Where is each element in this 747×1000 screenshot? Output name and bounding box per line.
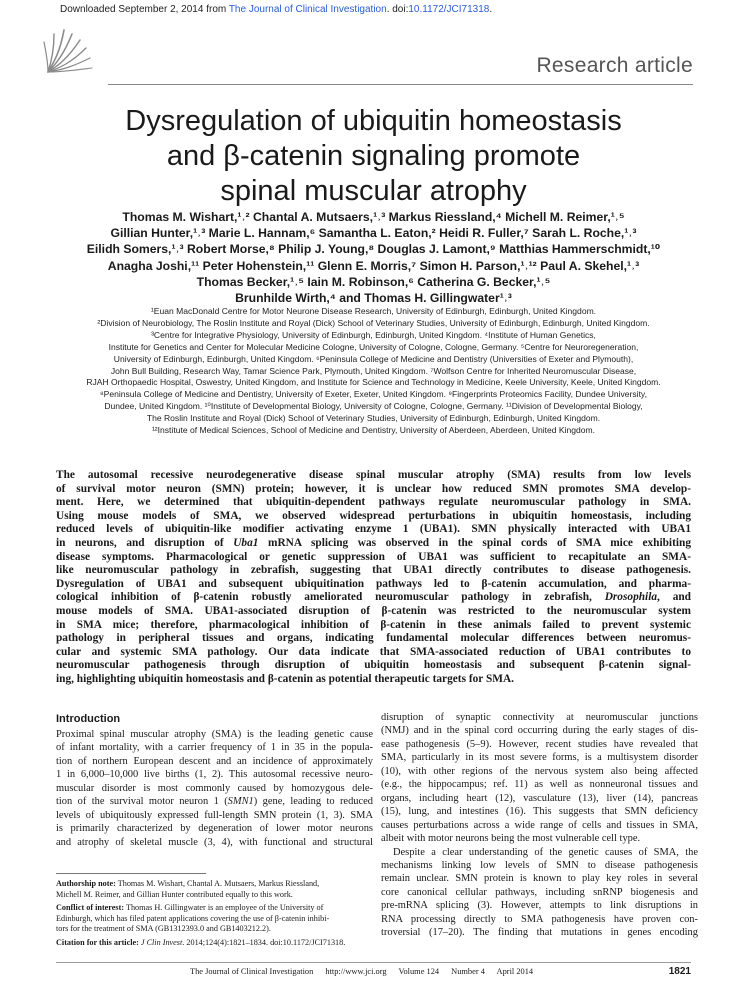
body-line: of infant mortality, with a carrier frequency of 1 in 35 in the popula- [56,742,373,754]
affiliation-line: Dundee, United Kingdom. ¹⁰Institute of Developmental Biology, University of Cologne, Cologne, Germany. ¹¹Division of Developmental Biology, [104,401,643,412]
intro-right-column [381,711,698,940]
affiliation-line: University of Edinburgh, Edinburgh, United Kingdom. ⁶Peninsula College of Medicine and Dentistry (Universities of Exeter and Plymouth), [113,353,634,364]
affiliation-line: John Bull Building, Research Way, Tamar Science Park, Plymouth, United Kingdom. ⁷Wolfson Centre for Inherited Neuromuscular Disease, [110,365,637,376]
body-line: pre-mRNA splicing (3). However, attempts to link disruptions in [381,900,698,912]
abstract-line: pathology in peripheral tissues and organs, indicating fundamental molecular differences between neuromus- [56,632,691,645]
body-line: tion of the survival motor neuron 1 (SMN1) gene, leading to reduced [56,796,373,808]
authorship-text: Thomas M. Wishart, Chantal A. Mutsaers, Markus Riessland, [115,879,320,888]
authorship-label: Authorship note: [56,879,116,888]
body-line: RNA processing directly to SMA pathogenesis have proven con- [381,913,698,925]
affiliation-line: ⁸Peninsula College of Medicine and Dentistry, University of Exeter, Exeter, United Kingdom. ⁹Fingerprints Proteomics Facility, Dundee University, [100,389,647,400]
affiliation-line: ¹Euan MacDonald Centre for Motor Neurone Disease Research, University of Edinburgh, Edinburgh, United Kingdom. [150,306,597,316]
body-line: SMA, particularly in its most severe forms, is a multisystem disorder [381,752,698,764]
author-line: Thomas M. Wishart,¹˒² Chantal A. Mutsaers,¹˒³ Markus Riessland,⁴ Michell M. Reimer,¹˒⁵ [122,210,625,224]
affiliation-line: Institute for Genetics and Center for Molecular Medicine Cologne, University of Cologne, Cologne, Germany. ⁵Centre for Neuroregeneration, [108,341,639,352]
doi-prefix: . doi: [386,4,409,15]
article-title [60,104,687,209]
intro-left-column [56,712,373,849]
footer-journal: The Journal of Clinical Investigation [190,967,314,976]
abstract-line: Dysregulation of UBA1 and subsequent ubiquitination pathways led to β-catenin accumulation, and pharma- [56,577,691,590]
footer-number: Number 4 [451,967,485,976]
article-type-label: Research article [536,54,693,77]
affiliation-line: RJAH Orthopaedic Hospital, Oswestry, United Kingdom, and Institute for Science and Technology in Medicine, Keele University, Keele, United Kingdom. [86,377,661,388]
citation-note [56,938,374,949]
footer-date: April 2014 [496,967,534,976]
abstract-line: in SMA mice; therefore, pharmacological inhibition of β-catenin in these animals failed to prevent systemic [56,618,691,631]
affiliation-line: ²Division of Neurobiology, The Roslin Institute and Royal (Dick) School of Veterinary Studies, University of Edinburgh, Edinburgh, United Kingdom. [97,317,650,328]
abstract-line: cological inhibition of β-catenin robustly ameliorated neuromuscular pathology in zebrafish, Drosophila, and [56,591,691,604]
abstract [56,469,691,687]
body-line: Despite a clear understanding of the genetic causes of SMA, the [393,846,698,858]
intro-heading: Introduction [56,713,121,725]
body-line: causes perturbations across a wide range of cells and tissues in SMA, [381,819,698,831]
authorship-text: Michell M. Reimer, and Gillian Hunter contributed equally to this work. [56,889,293,899]
authorship-note [56,879,374,900]
body-line: (NMJ) and in the spinal cord occurring during the early stages of dis- [381,725,698,737]
abstract-line: like neuromuscular pathology in zebrafish, suggesting that UBA1 directly contributes to disease pathogenesis. [56,564,691,577]
body-line: tion of northern European descent and an incidence of approximately [56,755,373,767]
journal-link[interactable]: The Journal of Clinical Investigation [228,4,387,15]
body-line: (15), lung, and intestines (16). This suggests that SMN deficiency [381,806,698,818]
affiliation-line: ³Centre for Integrative Physiology, University of Edinburgh, Edinburgh, United Kingdom. ⁴Institute of Human Genetics, [151,329,596,340]
download-suffix: . [489,4,493,15]
conflict-text: Thomas H. Gillingwater is an employee of the University of [124,903,324,913]
footer-url[interactable]: http://www.jci.org [325,967,387,976]
footer-divider [56,962,691,963]
body-line: albeit with motor neurons being the most vulnerable cell type. [381,833,641,845]
citation-label: Citation for this article: [56,937,139,947]
affiliation-line: ¹²Institute of Medical Sciences, School of Medicine and Dentistry, University of Aberdeen, Aberdeen, United Kingdom. [151,425,596,436]
body-line: core canonical cellular pathways, including snRNP biogenesis and [381,886,698,898]
conflict-label: Conflict of interest: [56,903,125,913]
abstract-line: disease symptoms. Pharmacological or genetic suppression of UBA1 was sufficient to recapitulate an SMA- [56,550,691,563]
body-line: 1 in 6,000–10,000 live births (1, 2). This autosomal recessive neuro- [56,769,373,781]
page-number: 1821 [668,966,691,977]
author-line: Anagha Joshi,¹¹ Peter Hohenstein,¹¹ Glenn E. Morris,⁷ Simon H. Parson,¹˒¹² Paul A. Skehel,¹˒³ [107,258,640,273]
title-line: spinal muscular atrophy [220,175,527,207]
author-line: Thomas Becker,¹˒⁵ Iain M. Robinson,⁶ Catherina G. Becker,¹˒⁵ [196,274,551,289]
affiliation-list [40,306,707,437]
body-line: troversial (17–20). The finding that mutations in genes encoding [381,927,698,939]
conflict-text: Edinburgh, which has filed patent applications covering the use of β-catenin inhibi- [56,913,330,923]
affiliation-line: The Roslin Institute and Royal (Dick) School of Veterinary Studies, University of Edinburgh, Edinburgh, United Kingdom. [146,413,601,424]
citation-text: J Clin Invest. 2014;124(4):1821–1834. doi:10.1172/JCI71318. [140,937,346,947]
body-line: organs, including heart (12), vasculature (13), liver (14), pancreas [381,792,698,804]
body-line: levels of ubiquitously expressed full-length SMN protein (1, 3). SMA [56,809,373,821]
author-line: Gillian Hunter,¹˒³ Marie L. Hannam,⁶ Samantha L. Eaton,² Heidi R. Fuller,⁷ Sarah L. Roche,¹˒³ [110,226,637,241]
footer-volume: Volume 124 [398,967,440,976]
doi-link[interactable]: 10.1172/JCI71318 [408,4,490,15]
abstract-line: of survival motor neuron (SMN) protein; however, it is unclear how reduced SMN promotes SMA develop- [56,482,691,495]
abstract-line: ing, highlighting ubiquitin homeostasis and β-catenin as potential therapeutic targets for SMA. [56,672,514,685]
author-list [60,209,687,306]
abstract-line: reduced levels of ubiquitin-like modifier activating enzyme 1 (UBA1). SMN physically interacted with UBA1 [56,523,691,536]
jci-logo-icon [40,24,98,80]
body-line: disruption of synaptic connectivity at neuromuscular junctions [381,712,698,723]
abstract-line: The autosomal recessive neurodegenerative disease spinal muscular atrophy (SMA) results from low levels [56,469,691,481]
header-divider [108,84,693,85]
conflict-note [56,903,374,935]
body-line: mechanisms linking low levels of SMN to disease pathogenesis [381,859,698,871]
body-line: muscular disorder is most commonly caused by homozygous dele- [56,782,373,794]
abstract-line: mouse models of SMA. UBA1-associated disruption of β-catenin was restricted to the neuromuscular system [56,604,691,617]
footnotes [56,879,374,952]
title-line: and β-catenin signaling promote [166,140,581,172]
download-prefix: Downloaded September 2, 2014 from [60,4,229,15]
abstract-line: in neurons, and disruption of Uba1 mRNA splicing was observed in the spinal cords of SMA mice exhibiting [56,536,691,549]
body-line: (e.g., the hippocampus; ref. 11) as well as nonneuronal tissues and [381,779,698,791]
title-line: Dysregulation of ubiquitin homeostasis [125,105,622,137]
body-line: remain unclear. SMN protein is known to play key roles in several [381,873,698,885]
abstract-line: neuromuscular pathogenesis through disruption of ubiquitin homeostasis and subsequent β-catenin signal- [56,659,691,672]
body-line: and atrophy of skeletal muscle (3, 4), with functional and structural [56,836,373,848]
body-line: (10), with other regions of the nervous system also being affected [381,765,698,777]
abstract-line: cular and systemic SMA pathology. Our data indicate that SMA-associated reduction of UBA1 contributes to [56,645,691,658]
author-line: Eilidh Somers,¹˒³ Robert Morse,⁸ Philip J. Young,⁸ Douglas J. Lamont,⁹ Matthias Hammerschmidt,¹⁰ [86,242,661,257]
abstract-line: Using mouse models of SMA, we observed widespread perturbations in ubiquitin homeostasis, including [56,509,691,522]
page-footer [190,967,543,976]
body-line: ease pathogenesis (5–9). However, recent studies have revealed that [381,738,698,750]
author-line: Brunhilde Wirth,⁴ and Thomas H. Gillingwater¹˒³ [235,291,512,306]
conflict-text: tors for the treatment of SMA (GB1312393.0 and GB1403212.2). [56,924,271,934]
abstract-line: ment. Here, we determined that ubiquitin-dependent pathways regulate neuromuscular pathology in SMA. [56,496,691,509]
notes-divider [56,873,206,874]
body-line: Proximal spinal muscular atrophy (SMA) is the leading genetic cause [56,729,373,740]
download-notice [60,4,492,15]
body-line: is primarily characterized by degeneration of lower motor neurons [56,823,373,835]
